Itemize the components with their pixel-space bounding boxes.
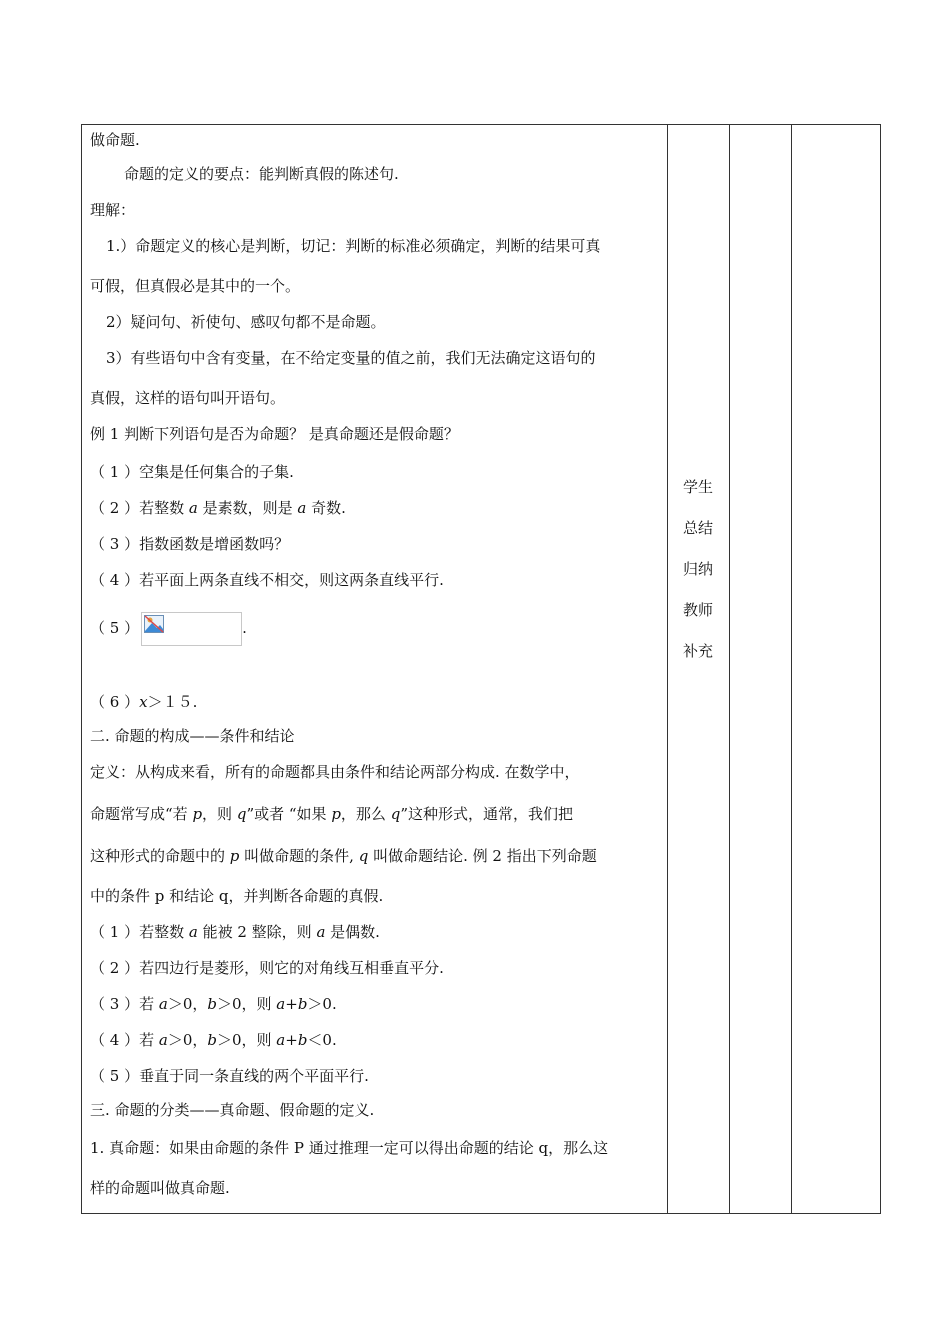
text-line: 命题常写成“若 p，则 q”或者 “如果 p，那么 q”这种形式，通常，我们把 [90,805,573,823]
text-line: 做命题. [90,131,140,149]
text-line: 这种形式的命题中的 p 叫做命题的条件, q 叫做命题结论. 例 2 指出下列命题 [90,847,597,865]
section-heading: 三. 命题的分类——真命题、假命题的定义. [90,1101,375,1119]
text-line: 定义：从构成来看，所有的命题都具由条件和结论两部分构成. 在数学中， [90,763,580,781]
list-item: （ 1 ）空集是任何集合的子集. [90,463,294,481]
broken-image-icon [141,612,242,646]
list-item: （ 2 ）若四边行是菱形，则它的对角线互相垂直平分. [90,959,444,977]
side-note: 补充 [682,642,713,660]
text-line: 中的条件 p 和结论 q，并判断各命题的真假. [90,887,384,905]
side-note: 学生 [682,478,713,496]
text-line: 1.）命题定义的核心是判断，切记：判断的标准必须确定，判断的结果可真 [106,237,601,255]
list-item: （ 1 ）若整数 a 能被 2 整除，则 a 是偶数. [90,923,380,941]
text-line: 3）有些语句中含有变量，在不给定变量的值之前，我们无法确定这语句的 [106,349,596,367]
list-item: （ 4 ）若 a＞0，b＞0，则 a+b＜0. [90,1031,337,1049]
list-item: （ 6 ）x＞１５. [90,693,198,711]
list-item: （ 2 ）若整数 a 是素数，则是 a 奇数. [90,499,346,517]
list-item: （ 3 ）指数函数是增函数吗？ [90,535,290,553]
text-line: 可假，但真假必是其中的一个。 [90,277,301,295]
text-line: 样的命题叫做真命题. [90,1179,230,1197]
side-note: 教师 [682,601,713,619]
text-line: 1. 真命题：如果由命题的条件 P 通过推理一定可以得出命题的结论 q，那么这 [90,1139,609,1157]
list-item: （ 4 ）若平面上两条直线不相交，则这两条直线平行. [90,571,444,589]
list-item: （ 5 ） . [90,611,247,646]
list-item: （ 5 ）垂直于同一条直线的两个平面平行. [90,1067,369,1085]
table-divider [729,124,730,1214]
activity-notes [668,470,728,675]
table-divider [791,124,792,1214]
side-note: 归纳 [682,560,713,578]
text-line: 真假，这样的语句叫开语句。 [90,389,286,407]
list-item: （ 3 ）若 a＞0，b＞0，则 a+b＞0. [90,995,337,1013]
text-line: 理解： [90,201,136,219]
text-line: 命题的定义的要点：能判断真假的陈述句. [124,165,399,183]
example-heading: 例 1 判断下列语句是否为命题？ 是真命题还是假命题？ [90,425,459,443]
side-note: 总结 [682,519,713,537]
section-heading: 二. 命题的构成——条件和结论 [90,727,295,745]
text-line: 2）疑问句、祈使句、感叹句都不是命题。 [106,313,386,331]
